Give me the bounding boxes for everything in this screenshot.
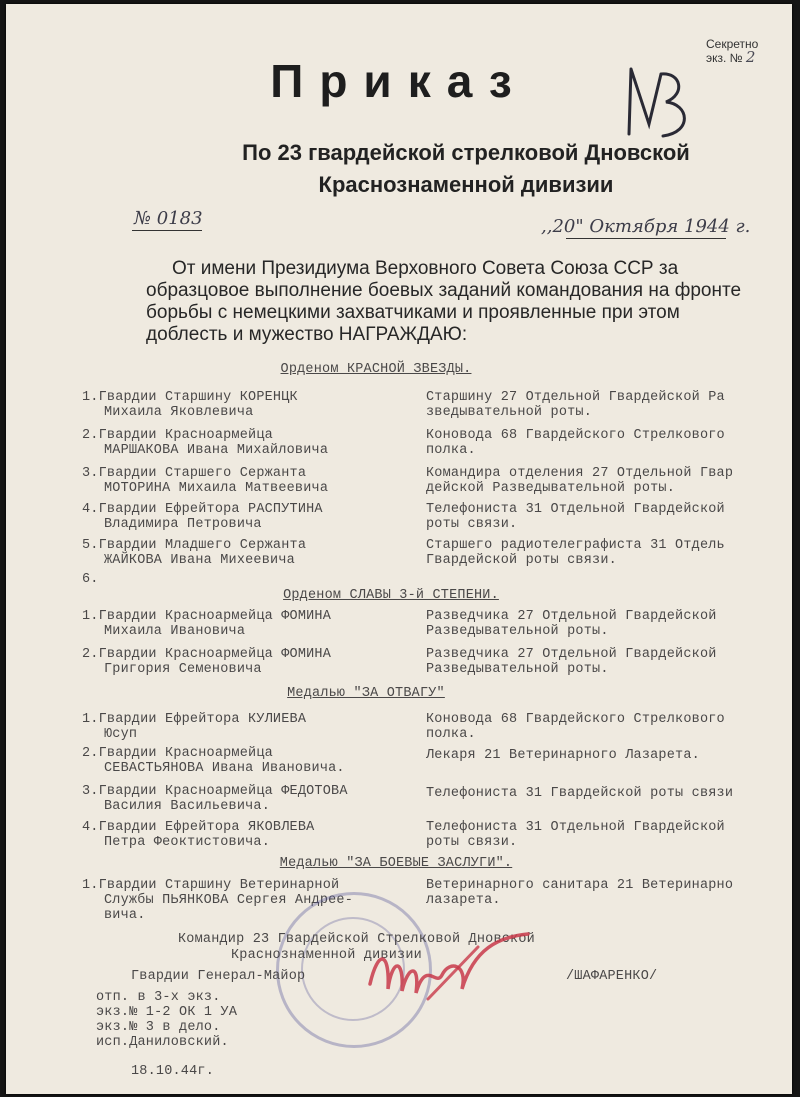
- award-recipient: 1.Гвардии Старшину Ветеринарной Службы ПЬЯНКОВА Сергея Андрее- вича.: [82, 878, 354, 923]
- award-position: Командира отделения 27 Отдельной Гвар дейской Разведывательной роты.: [426, 466, 734, 496]
- award-position: Лекаря 21 Ветеринарного Лазарета.: [426, 748, 700, 763]
- award-recipient: 2.Гвардии Красноармейца СЕВАСТЬЯНОВА Ивана Ивановича.: [82, 746, 345, 776]
- intro-line: От имени Президиума Верховного Совета Союза ССР за: [172, 258, 679, 279]
- commander-rank: Гвардии Генерал-Майор: [131, 969, 306, 984]
- commander-line2: Краснознаменной дивизии: [231, 948, 422, 963]
- award-position: Коновода 68 Гвардейского Стрелкового полка.: [426, 712, 725, 742]
- section-title: Медалью "ЗА БОЕВЫЕ ЗАСЛУГИ".: [279, 856, 513, 871]
- award-position: Разведчика 27 Отдельной Гвардейской Разведывательной роты.: [426, 609, 717, 639]
- footer-note-copies: отп. в 3-х экз. экз.№ 1-2 ОК 1 УА экз.№ 3 в дело. исп.Даниловский.: [96, 990, 238, 1050]
- award-recipient: 1.Гвардии Ефрейтора КУЛИЕВА Юсуп: [82, 712, 307, 742]
- award-recipient: 1.Гвардии Старшину КОРЕНЦК Михаила Яковлевича: [82, 390, 298, 420]
- copy-label: экз. №: [706, 51, 743, 65]
- number-underline: [132, 230, 202, 231]
- award-position: Телефониста 31 Отдельной Гвардейской роты связи.: [426, 820, 725, 850]
- award-recipient: 1.Гвардии Красноармейца ФОМИНА Михаила Ивановича: [82, 609, 332, 639]
- section-title: Орденом КРАСНОЙ ЗВЕЗДЫ.: [280, 362, 472, 377]
- secret-label: Секретно: [706, 37, 759, 51]
- award-recipient: 3.Гвардии Старшего Сержанта МОТОРИНА Михаила Матвеевича: [82, 466, 329, 496]
- heading-line1: По 23 гвардейской стрелковой Дновской: [242, 140, 690, 165]
- intro-paragraph: [146, 258, 784, 346]
- award-position: Телефониста 31 Гвардейской роты связи: [426, 786, 734, 801]
- award-position: Старшего радиотелеграфиста 31 Отдель Гвардейской роты связи.: [426, 538, 725, 568]
- document-page: [6, 4, 792, 1094]
- award-position: Старшину 27 Отдельной Гвардейской Ра зведывательной роты.: [426, 390, 725, 420]
- award-recipient: 5.Гвардии Младшего Сержанта ЖАЙКОВА Ивана Михеевича: [82, 538, 307, 568]
- award-recipient: 4.Гвардии Ефрейтора РАСПУТИНА Владимира Петровича: [82, 502, 323, 532]
- order-date: ,,20" Октября 1944 г.: [541, 216, 751, 237]
- copy-number: 2: [745, 48, 756, 66]
- award-recipient: 2.Гвардии Красноармейца ФОМИНА Григория Семеновича: [82, 647, 332, 677]
- award-recipient: 2.Гвардии Красноармейца МАРШАКОВА Ивана Михайловича: [82, 428, 329, 458]
- award-recipient: 6.: [82, 572, 99, 587]
- commander-name: /ШАФАРЕНКО/: [566, 969, 658, 984]
- heading-line2: Краснознаменной дивизии: [318, 172, 614, 197]
- award-position: Телефониста 31 Отдельной Гвардейской роты связи.: [426, 502, 725, 532]
- commander-line1: Командир 23 Гвардейской Стрелковой Дновской: [178, 932, 535, 947]
- intro-line: борьбы с немецкими захватчиками и проявленные при этом: [146, 302, 680, 323]
- order-number: № 0183: [134, 208, 203, 229]
- award-recipient: 3.Гвардии Красноармейца ФЕДОТОВА Василия Васильевича.: [82, 784, 348, 814]
- intro-line: доблесть и мужество НАГРАЖДАЮ:: [146, 324, 468, 345]
- signature-icon: [358, 929, 538, 1014]
- page-title: Приказ: [270, 55, 528, 107]
- intro-line: образцовое выполнение боевых заданий командования на фронте: [146, 280, 742, 301]
- section-title: Орденом СЛАВЫ 3-й СТЕПЕНИ.: [283, 588, 499, 603]
- date-underline: [566, 238, 726, 239]
- footer-date: 18.10.44г.: [131, 1064, 215, 1079]
- section-title: Медалью "ЗА ОТВАГУ": [287, 686, 445, 701]
- award-position: Коновода 68 Гвардейского Стрелкового полка.: [426, 428, 725, 458]
- award-position: Ветеринарного санитара 21 Ветеринарно лазарета.: [426, 878, 734, 908]
- award-recipient: 4.Гвардии Ефрейтора ЯКОВЛЕВА Петра Феоктистовича.: [82, 820, 315, 850]
- award-position: Разведчика 27 Отдельной Гвардейской Разведывательной роты.: [426, 647, 717, 677]
